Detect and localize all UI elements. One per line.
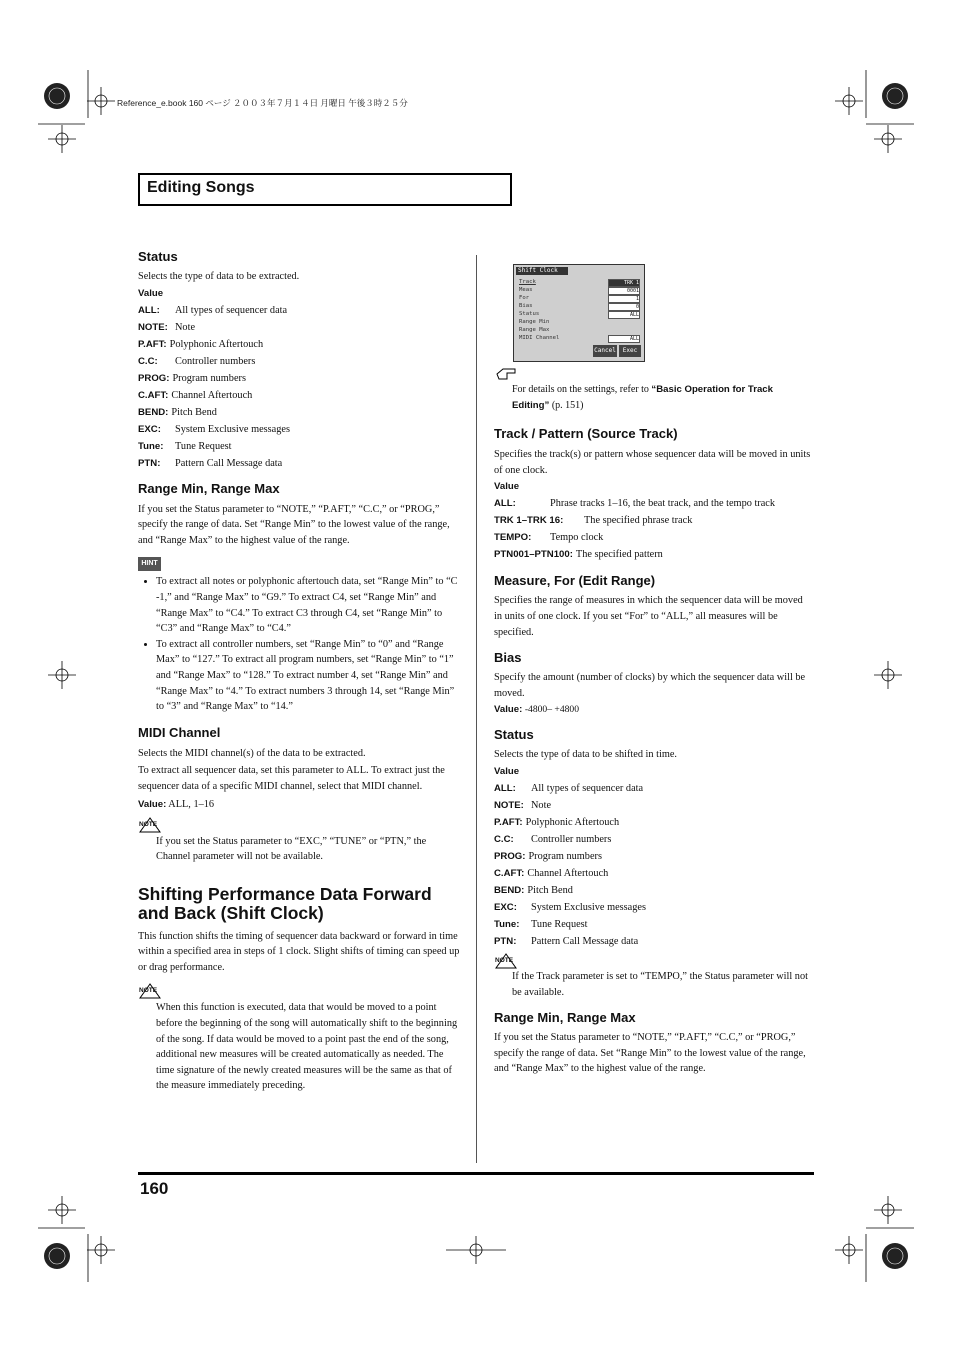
value-row [494,797,812,814]
value-text: Channel Aftertouch [171,389,253,401]
value-text: System Exclusive messages [175,423,290,435]
value-key: PTN001–PTN100: [494,549,573,561]
status-value-label: Value [494,765,520,777]
section-heading-shift-clock: Shifting Performance Data Forward and Back (Shift Clock) [138,883,432,923]
midi-value-row [138,796,460,813]
status-desc: Selects the type of data to be extracted. [138,271,300,282]
value-text: Phrase tracks 1–16, the beat track, and the tempo track [550,498,776,510]
note-icon: NOTE [138,817,162,833]
value-row [494,848,812,865]
value-row [494,814,812,831]
value-key: P.AFT: [494,816,523,828]
status-desc: Selects the type of data to be shifted in time. [494,749,678,761]
value-key: C.AFT: [494,867,525,879]
bias-value: -4800– +4800 [524,704,580,716]
lcd-field: ALL [608,335,640,343]
value-key: C.C: [494,833,514,845]
value-text: All types of sequencer data [531,782,644,794]
value-key: PTN: [494,935,517,947]
status-note-text: If the Track parameter is set to “TEMPO,” the Status parameter will not be available. [512,970,808,998]
footer-rule [138,1172,814,1175]
value-key: ALL: [494,782,516,794]
value-text: Pattern Call Message data [531,935,639,947]
bias-heading: Bias [494,650,522,666]
value-key: C.AFT: [138,389,169,401]
right-column [494,382,812,1077]
bias-value-row [494,701,812,718]
value-row [494,495,812,512]
status-value-list [494,780,812,950]
value-key: EXC: [494,901,517,913]
shift-clock-lcd-screenshot [513,264,645,362]
track-heading: Track / Pattern (Source Track) [494,426,678,442]
value-text: Program numbers [528,850,602,862]
value-text: Pattern Call Message data [175,457,283,469]
lcd-label: Range Min [519,319,550,325]
value-text: Polyphonic Aftertouch [169,338,264,350]
lcd-label: For [519,295,530,301]
range-heading: Range Min, Range Max [494,1010,636,1026]
lcd-label: Track [519,279,536,285]
value-key: C.C: [138,355,158,367]
range-desc: If you set the Status parameter to “NOTE,” “P.AFT,” “C.C,” or “PROG,” specify the range of data. Set “Range Min” to the lowest value of the range, and “Range Max” to the highest value of the range. [138,503,450,546]
page-number: 160 [140,1179,169,1198]
value-row [138,404,460,421]
value-text: Tune Request [175,440,232,452]
value-key: EXC: [138,423,161,435]
value-row [138,353,460,370]
value-row [138,370,460,387]
value-row [494,933,812,950]
value-key: Tune: [494,918,520,930]
midi-desc-2: To extract all sequencer data, set this parameter to ALL. To extract just the sequencer data of a specific MIDI channel, select that MIDI channel. [138,765,445,792]
value-text: Program numbers [172,372,246,384]
value-text: The specified pattern [575,549,663,561]
column-divider [476,255,477,1163]
lcd-title: Shift Clock [516,267,568,275]
value-key: Tune: [138,440,164,452]
lcd-field: 0 [608,303,640,311]
reference-text: For details on the settings, refer to “Basic Operation for Track Editing” (p. 151) [512,384,773,411]
value-row [138,336,460,353]
value-row [138,387,460,404]
value-row [138,455,460,472]
value-key: ALL: [494,498,516,510]
value-text: Pitch Bend [527,884,573,896]
measure-desc: Specifies the range of measures in which the sequencer data will be moved in units of one clock. If you set “For” to “ALL,” all measures will be specified. [494,595,803,638]
status-value-list [138,302,460,472]
status-heading: Status [494,727,534,743]
value-key: PTN: [138,457,161,469]
value-key: PROG: [494,850,526,862]
chapter-title: Editing Songs [147,179,255,196]
value-key: P.AFT: [138,338,167,350]
range-hint-list [138,574,460,714]
lcd-label: Meas [519,287,533,293]
bias-value-key: Value: [494,704,523,716]
note-icon: NOTE [494,953,518,969]
track-desc: Specifies the track(s) or pattern whose sequencer data will be moved in units of one clock. [494,449,811,476]
lcd-label: Bias [519,303,533,309]
value-text: Controller numbers [531,833,612,845]
measure-heading: Measure, For (Edit Range) [494,573,656,589]
value-row [494,916,812,933]
midi-heading: MIDI Channel [138,724,221,740]
hint-bullet: • To extract all notes or polyphonic aftertouch data, set “Range Min” to “C -1,” and “Range Max” to “G9.” To extract C4, set “Range Min” and “Range Max” to “C4.” To extract C3 through C4, set “Range Min” to “C3” and “Range Max” to “C4.” [156,574,460,636]
value-row [494,546,812,563]
value-text: All types of sequencer data [175,304,288,316]
value-row [494,529,812,546]
value-text: Tempo clock [550,532,604,544]
value-text: The specified phrase track [584,515,693,527]
value-row [494,831,812,848]
value-row [494,780,812,797]
bias-desc: Specify the amount (number of clocks) by which the sequencer data will be moved. [494,672,806,699]
range-desc: If you set the Status parameter to “NOTE,” “P.AFT,” “C.C,” or “PROG,” specify the range of data. Set “Range Min” to the lowest value of the range, and “Range Max” to the highest value of the range. [494,1032,806,1075]
lcd-field: 0001 [608,287,640,295]
lcd-exec-button: Exec [619,345,641,357]
value-row [494,882,812,899]
status-heading: Status [138,249,178,264]
shift-note-text: When this function is executed, data that would be moved to a point before the beginning of the song will automatically shift to the beginning of the song. If data would be moved to a point past the end of the song, additional new measures will be created automatically as needed. The time signature of the newly created measures will be the same as that of the measure immediately preceding. [156,1002,458,1092]
left-column [138,249,460,1094]
status-value-label: Value [138,287,164,299]
value-text: System Exclusive messages [531,901,646,913]
lcd-label: Range Max [519,327,550,333]
value-row [494,899,812,916]
track-value-label: Value [494,481,520,493]
lcd-field: 1 [608,295,640,303]
note-icon: NOTE [138,983,162,999]
value-key: NOTE: [494,799,524,811]
lcd-label: Status [519,311,540,317]
lcd-cancel-button: Cancel [593,345,617,357]
value-text: Tune Request [531,918,588,930]
value-row [138,319,460,336]
file-header-line: Reference_e.book 160 ページ ２００３年７月１４日 月曜日 午後３時２５分 [117,98,408,108]
lcd-field: TRK 1 [608,279,640,287]
chapter-title-box [138,173,512,206]
lcd-field: ALL [608,311,640,319]
value-row [494,512,812,529]
value-text: Pitch Bend [171,406,217,418]
value-key: TEMPO: [494,532,532,544]
hint-bullet: • To extract all controller numbers, set “Range Min” to “0” and “Range Max” to “127.” To extract all program numbers, set “Range Min” to “1” and “Range Max” to “128.” To extract number 4, set “Range Min” and “Range Max” to “4.” To extract numbers 3 through 14, set “Range Min” to “3” and “Range Max” to “14.” [156,637,460,715]
value-key: TRK 1–TRK 16: [494,515,564,527]
range-heading: Range Min, Range Max [138,480,280,496]
midi-value-key: Value: [138,798,167,810]
value-text: Controller numbers [175,355,256,367]
midi-desc-1: Selects the MIDI channel(s) of the data to be extracted. [138,747,366,759]
midi-note-text: If you set the Status parameter to “EXC,” “TUNE” or “PTN,” the Channel parameter will not be available. [156,835,427,863]
shift-desc: This function shifts the timing of sequencer data backward or forward in time within a specified area in steps of 1 clock. Slight shifts of timing can speed up or drag performance. [138,930,460,973]
value-key: NOTE: [138,321,168,333]
value-text: Note [175,321,196,333]
value-text: Polyphonic Aftertouch [525,816,620,828]
value-key: ALL: [138,304,160,316]
value-row [138,438,460,455]
track-value-list [494,495,812,563]
value-text: Note [531,799,552,811]
value-text: Channel Aftertouch [527,867,609,879]
value-row [494,865,812,882]
lcd-label: MIDI Channel [519,335,560,341]
value-key: BEND: [138,406,169,418]
midi-value: ALL, 1–16 [168,798,215,810]
value-key: BEND: [494,884,525,896]
value-key: PROG: [138,372,170,384]
value-row [138,302,460,319]
hint-icon: HINT [138,557,161,571]
value-row [138,421,460,438]
